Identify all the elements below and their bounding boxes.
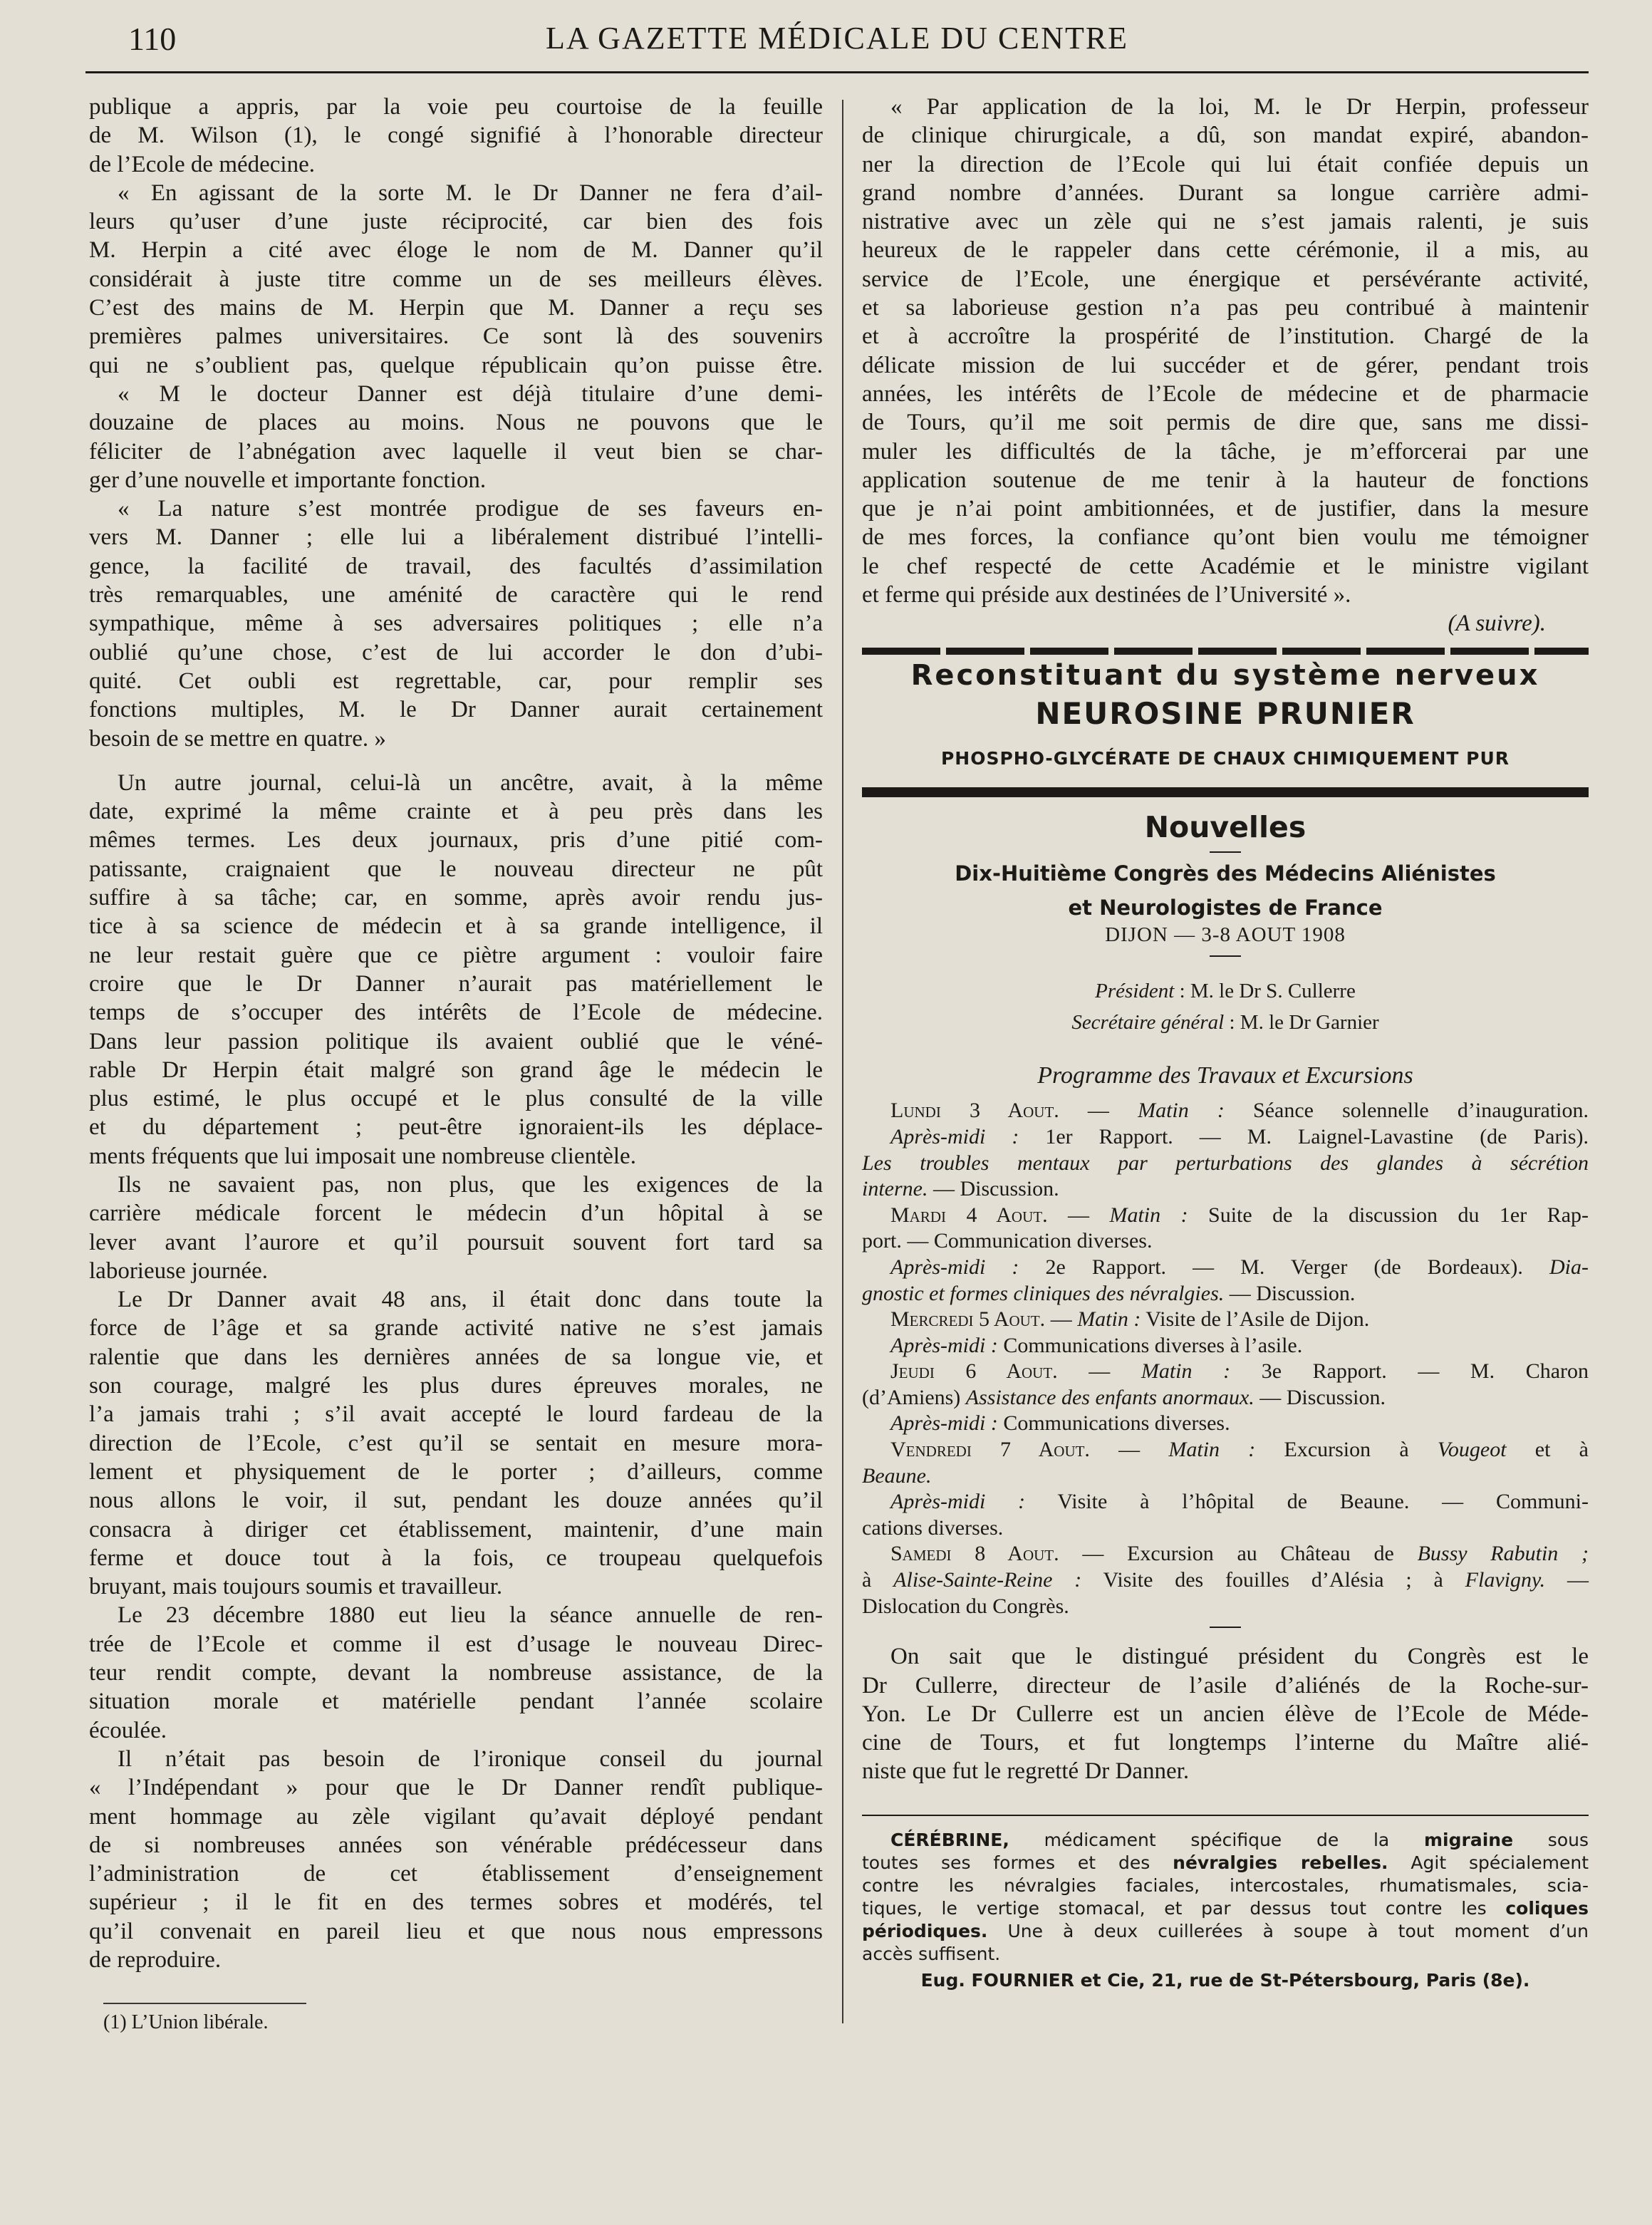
program-text: Matin : xyxy=(1141,1359,1231,1384)
text-line: « En agissant de la sorte M. le Dr Danner ne fera d’ail- xyxy=(118,180,823,206)
program-day: Samedi 8 Aout. xyxy=(890,1542,1059,1566)
text-line: son courage, malgré les plus dures épreuves morales, ne xyxy=(89,1373,823,1399)
program-text: 3e Rapport. — M. Charon xyxy=(1230,1359,1589,1384)
text-line: patissante, craignaient que le nouveau directeur ne pût xyxy=(89,856,823,882)
program-text: Suite de la discussion du 1er Rap- xyxy=(1188,1203,1589,1227)
text-line: et sa laborieuse gestion n’a pas peu contribué à maintenir xyxy=(862,295,1589,321)
program-text: Assistance des enfants anormaux. xyxy=(965,1385,1254,1409)
ad-line: contre les névralgies faciales, intercostales, rhumatismales, scia- xyxy=(862,1874,1589,1896)
program-text: Après-midi : xyxy=(890,1333,998,1357)
program-text: — xyxy=(1545,1568,1589,1592)
ad-tagline: Reconstituant du système nerveux xyxy=(910,659,1540,693)
program-text: Beaune. xyxy=(862,1463,932,1488)
program-line xyxy=(862,1333,1589,1359)
ad-text: migraine xyxy=(1424,1829,1514,1850)
text-line: ne leur restait guère que ce piètre argument : vouloir faire xyxy=(89,942,823,968)
text-line: cine de Tours, et fut longtemps l’interne du Maître alié- xyxy=(862,1730,1589,1756)
ad-text: CÉRÉBRINE, xyxy=(890,1829,1009,1850)
congress-place-date: DIJON — 3-8 AOUT 1908 xyxy=(1105,923,1346,947)
text-line: Dr Cullerre, directeur de l’asile d’aliénés de la Roche-sur- xyxy=(862,1672,1589,1698)
program-line xyxy=(862,1463,1589,1490)
text-line: qui ne s’oublient pas, quelque républicain qu’on puisse être. xyxy=(89,352,823,378)
text-line: On sait que le distingué président du Congrès est le xyxy=(890,1644,1589,1670)
program-day: Jeudi 6 Aout. xyxy=(890,1359,1058,1384)
program-text: 1er Rapport. — M. Laignel-Lavastine (de Paris). xyxy=(1019,1124,1589,1148)
ad-brand: NEUROSINE PRUNIER xyxy=(1035,696,1415,732)
text-line: de mes forces, la confiance qu’ont bien voulu me témoigner xyxy=(862,524,1589,551)
text-line: que je n’ai point ambitionnées, et de justifier, dans la mesure xyxy=(862,496,1589,522)
ad-text: médicament spécifique de la xyxy=(1009,1829,1424,1850)
program-line: port. — Communication diverses. xyxy=(862,1229,1153,1253)
president-value: : M. le Dr S. Cullerre xyxy=(1174,980,1356,1003)
text-line: trée de l’Ecole et comme il est d’usage le nouveau Direc- xyxy=(89,1631,823,1657)
page-header xyxy=(85,16,1589,58)
program-text: — xyxy=(1059,1099,1138,1123)
text-line: ger d’une nouvelle et importante fonction. xyxy=(89,467,487,493)
program-text: Visite de l’Asile de Dijon. xyxy=(1141,1307,1370,1332)
program-text: — xyxy=(1045,1307,1078,1332)
program-text: Dia- xyxy=(1549,1255,1589,1279)
program-text: Après-midi : xyxy=(890,1255,1019,1279)
text-line: ner la direction de l’Ecole qui lui était confiée depuis un xyxy=(862,151,1589,177)
text-line: Ils ne savaient pas, non plus, que les exigences de la xyxy=(118,1171,823,1198)
text-line: féliciter de l’abnégation avec laquelle il veut bien se char- xyxy=(89,438,823,465)
news-heading: Nouvelles xyxy=(1144,810,1306,845)
text-line: ferme et douce tout à la fois, ce troupeau quelquefois xyxy=(89,1545,823,1571)
program-line xyxy=(862,1203,1589,1229)
ad-text: périodiques. xyxy=(862,1920,988,1941)
text-line: leurs qu’user d’une juste réciprocité, car bien des fois xyxy=(89,209,823,235)
text-line: « l’Indépendant » pour que le Dr Danner rendît publique- xyxy=(89,1775,823,1801)
ad-line xyxy=(862,1897,1589,1920)
text-line: consacra à diriger cet établissement, maintenir, d’une main xyxy=(89,1516,823,1542)
congress-officers xyxy=(862,975,1589,1038)
ad-text: sous xyxy=(1513,1829,1589,1850)
text-line: de reproduire. xyxy=(89,1947,222,1973)
text-line: date, exprimé la même crainte et à peu près dans les xyxy=(89,799,823,825)
program-text: Matin : xyxy=(1077,1307,1141,1332)
text-line: écoulée. xyxy=(89,1717,167,1743)
program-text: Flavigny. xyxy=(1465,1568,1546,1592)
program-line xyxy=(862,1098,1589,1124)
text-line: nous allons le voir, il sut, pendant les douze années qu’il xyxy=(89,1488,823,1514)
program-day: Vendredi 7 Aout. xyxy=(890,1438,1090,1462)
right-column xyxy=(862,93,1589,1991)
program-text: Après-midi : xyxy=(890,1124,1019,1148)
program-text: Bussy Rabutin ; xyxy=(1417,1542,1589,1566)
program-line xyxy=(862,1541,1589,1567)
text-line: de clinique chirurgicale, a dû, son mandat expiré, abandon- xyxy=(862,123,1589,149)
program-line xyxy=(862,1307,1589,1333)
program-line: cations diverses. xyxy=(862,1515,1004,1540)
text-line: publique a appris, par la voie peu courtoise de la feuille xyxy=(89,94,823,120)
program-line: Dislocation du Congrès. xyxy=(862,1594,1069,1618)
text-line: de M. Wilson (1), le congé signifié à l’honorable directeur xyxy=(89,123,823,149)
program-line xyxy=(862,1255,1589,1281)
text-line: oublié qu’une chose, c’est de lui accorder le don d’ubi- xyxy=(89,639,823,665)
text-line: croire que le Dr Danner n’aurait pas matériellement le xyxy=(89,970,823,997)
text-line: gence, la facilité de travail, des facultés d’assimilation xyxy=(89,553,823,579)
ad-text: tiques, le vertige stomacal, et par dessus tout contre les xyxy=(862,1897,1506,1919)
news-section xyxy=(862,810,1589,1785)
text-line: très remarquables, une aménité de caractère qui le rend xyxy=(89,582,823,608)
ad-text: toutes ses formes et des xyxy=(862,1852,1173,1873)
program-text: gnostic et formes cliniques des névralgies. xyxy=(862,1281,1225,1305)
cerebrine-ad-rule xyxy=(862,1815,1589,1816)
text-line: tice à sa science de médecin et à sa grande intelligence, il xyxy=(89,913,823,940)
text-line: niste que fut le regretté Dr Danner. xyxy=(862,1758,1190,1785)
text-line: de si nombreuses années son vénérable prédécesseur dans xyxy=(89,1832,823,1858)
program-text: (d’Amiens) xyxy=(862,1385,966,1409)
program-line xyxy=(862,1385,1589,1411)
president-label: Président xyxy=(1095,980,1175,1003)
program-line xyxy=(862,1411,1589,1437)
secretary-line xyxy=(862,1007,1589,1038)
text-line: bruyant, mais toujours soumis et travailleur. xyxy=(89,1574,503,1600)
text-line: qu’il convenait en pareil lieu et que nous nous empressons xyxy=(89,1918,823,1944)
text-line: application soutenue de me tenir à la hauteur de fonctions xyxy=(862,467,1589,493)
text-line: lever avant l’aurore et qu’il poursuit souvent fort tard sa xyxy=(89,1229,823,1255)
text-line: plus estimé, le plus occupé et le plus consulté de la ville xyxy=(89,1086,823,1112)
cerebrine-advertisement xyxy=(862,1829,1589,1991)
program-line xyxy=(862,1176,1589,1203)
program-text: interne. xyxy=(862,1177,928,1201)
text-line: Le Dr Danner avait 48 ans, il était donc dans toute la xyxy=(118,1287,823,1313)
program-text: Vougeot xyxy=(1437,1438,1507,1462)
program-text: Communications diverses. xyxy=(997,1411,1230,1436)
program-text: Visite à l’hôpital de Beaune. — Communi- xyxy=(1025,1490,1589,1514)
ad-description: PHOSPHO-GLYCÉRATE DE CHAUX CHIMIQUEMENT PUR xyxy=(940,748,1510,769)
column-divider xyxy=(842,100,843,2023)
program-text: — xyxy=(1047,1203,1110,1227)
congress-title: Dix-Huitième Congrès des Médecins Aliénistes xyxy=(955,861,1496,886)
ad-text: Agit spécialement xyxy=(1388,1852,1589,1873)
text-line: sympathique, même à ses adversaires politiques ; elle n’a xyxy=(89,611,823,637)
ad-address: Eug. FOURNIER et Cie, 21, rue de St-Pétersbourg, Paris (8e). xyxy=(920,1969,1530,1991)
text-line: et ferme qui préside aux destinées de l’Université ». xyxy=(862,582,1351,608)
program-text: à xyxy=(862,1568,894,1592)
text-line: le chef respecté de cette Académie et le ministre vigilant xyxy=(862,553,1589,579)
program-line xyxy=(862,1567,1589,1594)
secretary-value: : M. le Dr Garnier xyxy=(1224,1011,1379,1034)
text-line: service de l’Ecole, une énergique et persévérante activité, xyxy=(862,266,1589,292)
text-line: ments fréquents que lui imposait une nombreuse clientèle. xyxy=(89,1143,636,1169)
program-text: — Discussion. xyxy=(1254,1385,1386,1409)
program-text: Matin : xyxy=(1168,1438,1256,1462)
text-line: supérieur ; il le fit en des termes sobres et modérés, tel xyxy=(89,1889,823,1916)
program-text: Après-midi : xyxy=(890,1411,998,1436)
text-line: ralentie que dans les dernières années de sa longue vie, et xyxy=(89,1344,823,1370)
journal-title: LA GAZETTE MÉDICALE DU CENTRE xyxy=(545,21,1129,56)
footnote: (1) L’Union libérale. xyxy=(103,2011,269,2034)
ad-bottom-rule xyxy=(862,787,1589,797)
program-text: et à xyxy=(1506,1438,1589,1462)
text-line: direction de l’Ecole, c’est qu’il se sentait en mesure mora- xyxy=(89,1430,823,1456)
program-text: Visite des fouilles d’Alésia ; à xyxy=(1081,1568,1465,1592)
secretary-label: Secrétaire général xyxy=(1071,1011,1225,1034)
program-line xyxy=(862,1124,1589,1151)
ad-text: Une à deux cuillerées à soupe à tout moment d’un xyxy=(987,1920,1589,1941)
congress-title: et Neurologistes de France xyxy=(1068,896,1383,920)
text-line: C’est des mains de M. Herpin que M. Danner a reçu ses xyxy=(89,295,823,321)
text-line: et du département ; peut-être ignoraient-ils les déplace- xyxy=(89,1114,823,1141)
text-line: suffire à sa tâche; car, en somme, après avoir rendu jus- xyxy=(89,885,823,911)
text-line: M. Herpin a cité avec éloge le nom de M. Danner qu’il xyxy=(89,237,823,264)
program-text: Alise-Sainte-Reine : xyxy=(893,1568,1082,1592)
text-line: carrière médicale forcent le médecin d’un hôpital à se xyxy=(89,1200,823,1227)
text-line: « La nature s’est montrée prodigue de ses faveurs en- xyxy=(118,496,823,522)
text-line: considérait à juste titre comme un de ses meilleurs élèves. xyxy=(89,266,823,292)
text-line: laborieuse journée. xyxy=(89,1257,269,1284)
program-line xyxy=(862,1281,1589,1307)
president-line xyxy=(862,975,1589,1007)
program-day: Lundi 3 Aout. xyxy=(890,1099,1059,1123)
text-line: Dans leur passion politique ils avaient oublié que le véné- xyxy=(89,1028,823,1054)
text-line: « M le docteur Danner est déjà titulaire d’une demi- xyxy=(118,380,823,407)
text-line: l’administration de cet établissement d’enseignement xyxy=(89,1861,823,1887)
text-line: grand nombre d’années. Durant sa longue carrière admi- xyxy=(862,180,1589,206)
text-line: situation morale et matérielle pendant l’année scolaire xyxy=(89,1689,823,1715)
text-line: délicate mission de lui succéder et de gérer, pendant trois xyxy=(862,352,1589,378)
text-line: années, les intérêts de l’Ecole de médecine et de pharmacie xyxy=(862,380,1589,407)
program-text: Après-midi : xyxy=(890,1490,1026,1514)
ad-line xyxy=(862,1852,1589,1874)
program-heading: Programme des Travaux et Excursions xyxy=(1037,1062,1413,1089)
text-line: « Par application de la loi, M. le Dr Herpin, professeur xyxy=(890,94,1589,120)
text-line: quité. Cet oubli est regrettable, car, pour remplir ses xyxy=(89,668,823,694)
page-number: 110 xyxy=(128,21,177,57)
text-line: et à accroître la prospérité de l’institution. Chargé de la xyxy=(862,323,1589,350)
program-line xyxy=(862,1489,1589,1515)
text-line: de l’Ecole de médecine. xyxy=(89,151,315,177)
text-line: Il n’était pas besoin de l’ironique conseil du journal xyxy=(118,1746,823,1772)
program-line xyxy=(862,1437,1589,1463)
text-line: nistrative avec un zèle qui ne s’est jamais ralenti, je suis xyxy=(862,209,1589,235)
header-rule xyxy=(85,71,1589,73)
footnote-rule xyxy=(103,2003,306,2004)
program-line xyxy=(862,1359,1589,1385)
text-line: Un autre journal, celui-là un ancêtre, avait, à la même xyxy=(118,769,823,796)
text-line: ment hommage au zèle vigilant qu’avait déployé pendant xyxy=(89,1803,823,1830)
text-line: vers M. Danner ; elle lui a libéralement distribué l’intelli- xyxy=(89,524,823,551)
program-text: — Excursion au Château de xyxy=(1059,1542,1418,1566)
text-line: Yon. Le Dr Cullerre est un ancien élève de l’Ecole de Méde- xyxy=(862,1701,1589,1727)
program-text: 2e Rapport. — M. Verger (de Bordeaux). xyxy=(1019,1255,1549,1279)
text-line: besoin de se mettre en quatre. » xyxy=(89,725,386,752)
program-text: Matin : xyxy=(1109,1203,1188,1227)
text-line: Le 23 décembre 1880 eut lieu la séance annuelle de ren- xyxy=(118,1602,823,1629)
text-line: l’a jamais trahi ; s’il avait accepté le lourd fardeau de la xyxy=(89,1401,823,1428)
program-list xyxy=(862,1098,1589,1619)
neurosine-advertisement xyxy=(862,648,1589,797)
text-line: teur rendit compte, devant la nombreuse assistance, de la xyxy=(89,1660,823,1686)
text-line: muler les difficultés de la tâche, je m’efforcerai par une xyxy=(862,438,1589,465)
short-rule xyxy=(1210,1627,1241,1628)
short-rule xyxy=(1210,955,1241,957)
text-line: de Tours, qu’il me soit permis de dire que, sans me dissi- xyxy=(862,410,1589,436)
text-line: lement et physiquement de le porter ; d’ailleurs, comme xyxy=(89,1458,823,1485)
program-day: Mardi 4 Aout. xyxy=(890,1203,1048,1227)
text-line: premières palmes universitaires. Ce sont là des souvenirs xyxy=(89,323,823,350)
text-line: douzaine de places au moins. Nous ne pouvons que le xyxy=(89,410,823,436)
left-column xyxy=(89,93,823,2034)
program-text: Communications diverses à l’asile. xyxy=(997,1333,1303,1357)
to-be-continued: (A suivre). xyxy=(1448,611,1546,637)
program-text: — Discussion. xyxy=(928,1177,1059,1201)
program-text: Matin : xyxy=(1138,1099,1225,1123)
program-text: — Discussion. xyxy=(1224,1281,1356,1305)
ad-top-rule xyxy=(862,648,1589,655)
ad-text: coliques xyxy=(1505,1897,1589,1919)
ad-line: accès suffisent. xyxy=(862,1943,1001,1964)
ad-line xyxy=(862,1920,1589,1943)
program-day: Mercredi 5 Aout. xyxy=(890,1307,1046,1332)
program-text: — xyxy=(1057,1359,1141,1384)
short-rule xyxy=(1210,851,1241,853)
text-line: rable Dr Herpin était malgré son grand âge le médecin le xyxy=(89,1057,823,1083)
ad-line xyxy=(862,1829,1589,1852)
program-text: Les troubles mentaux par perturbations des glandes à sécrétion xyxy=(862,1151,1589,1175)
program-text: Séance solennelle d’inauguration. xyxy=(1224,1099,1589,1123)
program-text: — xyxy=(1089,1438,1169,1462)
text-line: force de l’âge et sa grande activité native ne s’est jamais xyxy=(89,1315,823,1342)
program-line xyxy=(862,1151,1589,1177)
text-line: mêmes termes. Les deux journaux, pris d’une pitié com- xyxy=(89,827,823,854)
text-line: temps de s’occuper des intérêts de l’Ecole de médecine. xyxy=(89,1000,823,1026)
text-line: heureux de le rappeler dans cette cérémonie, il a mis, au xyxy=(862,237,1589,264)
ad-text: névralgies rebelles. xyxy=(1173,1852,1388,1873)
text-line: fonctions multiples, M. le Dr Danner aurait certainement xyxy=(89,697,823,723)
program-text: Excursion à xyxy=(1255,1438,1438,1462)
news-paragraph xyxy=(862,1642,1589,1785)
